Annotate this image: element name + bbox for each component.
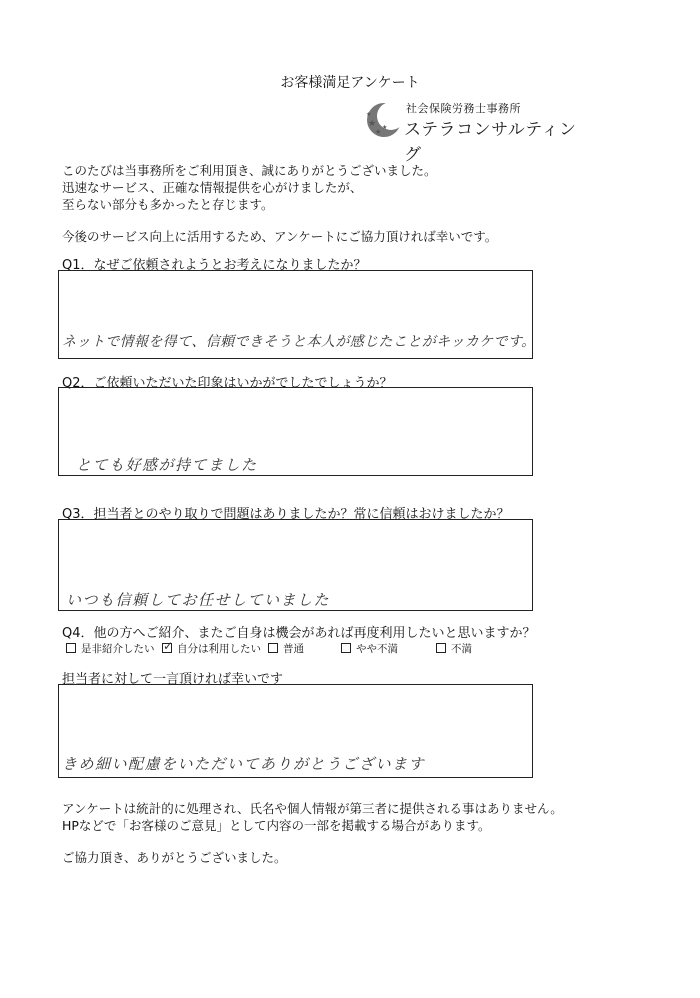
option-somewhat-dissatisfied-label: やや不満 [356,643,398,655]
option-recommend-label: 是非紹介したい [81,643,155,655]
comment-label: 担当者に対して一言頂ければ幸いです [62,672,284,687]
logo-company-name: ステラコンサルティング [404,120,577,165]
q2-answer: とても好感が持てました [76,456,258,474]
option-reuse-label: 自分は利用したい [177,643,261,655]
intro-line-1: このたびは当事務所をご利用頂き、誠にありがとうございました。 [62,163,437,178]
footer-line-3: ご協力頂き、ありがとうございました。 [62,850,287,865]
q3-answer: いつも信頼してお任せしていました [66,591,331,609]
logo-subtitle: 社会保険労務士事務所 [406,102,521,115]
q1-question: Q1．なぜご依頼されようとお考えになりましたか？ [62,258,367,273]
survey-title: お客様満足アンケート [280,75,420,91]
option-dissatisfied-label: 不満 [451,643,472,655]
option-dissatisfied[interactable] [436,641,472,656]
option-recommend[interactable] [66,641,155,656]
option-neutral-label: 普通 [283,643,304,655]
checkbox-dissatisfied[interactable] [436,643,446,653]
intro-line-2: 迅速なサービス、正確な情報提供を心がけましたが、 [62,180,363,195]
option-neutral[interactable] [268,641,304,656]
svg-text:★: ★ [382,124,388,131]
q2-question: Q2．ご依頼いただいた印象はいかがでしたでしょうか？ [62,376,393,391]
q3-question: Q3．担当者とのやり取りで問題はありましたか？常に信頼はおけましたか？ [62,507,510,522]
checkbox-reuse[interactable] [162,643,172,653]
moon-stars-icon [362,100,402,140]
footer-line-1: アンケートは統計的に処理され、氏名や個人情報が第三者に提供される事はありません。 [62,801,563,816]
q1-answer: ネットで情報を得て、信頼できそうと本人が感じたことがキッカケです。 [62,334,536,350]
svg-text:★: ★ [375,128,382,136]
footer-line-2: HPなどで「お客様のご意見」として内容の一部を掲載する場合があります。 [62,818,491,833]
checkbox-neutral[interactable] [268,643,278,653]
intro-line-4: 今後のサービス向上に活用するため、アンケートにご協力頂ければ幸いです。 [62,229,498,244]
q4-question: Q4．他の方へご紹介、またご自身は機会があれば再度利用したいと思いますか？ [62,626,536,641]
svg-text:★: ★ [368,119,377,129]
comment-answer: きめ細い配慮をいただいてありがとうございます [62,755,426,773]
checkbox-somewhat-dissatisfied[interactable] [341,643,351,653]
svg-text:★: ★ [366,111,372,118]
checkbox-recommend[interactable] [66,643,76,653]
option-somewhat-dissatisfied[interactable] [341,641,398,656]
company-logo [362,98,582,165]
intro-line-3: 至らない部分も多かったと存じます。 [62,197,274,212]
option-reuse[interactable] [162,641,261,656]
